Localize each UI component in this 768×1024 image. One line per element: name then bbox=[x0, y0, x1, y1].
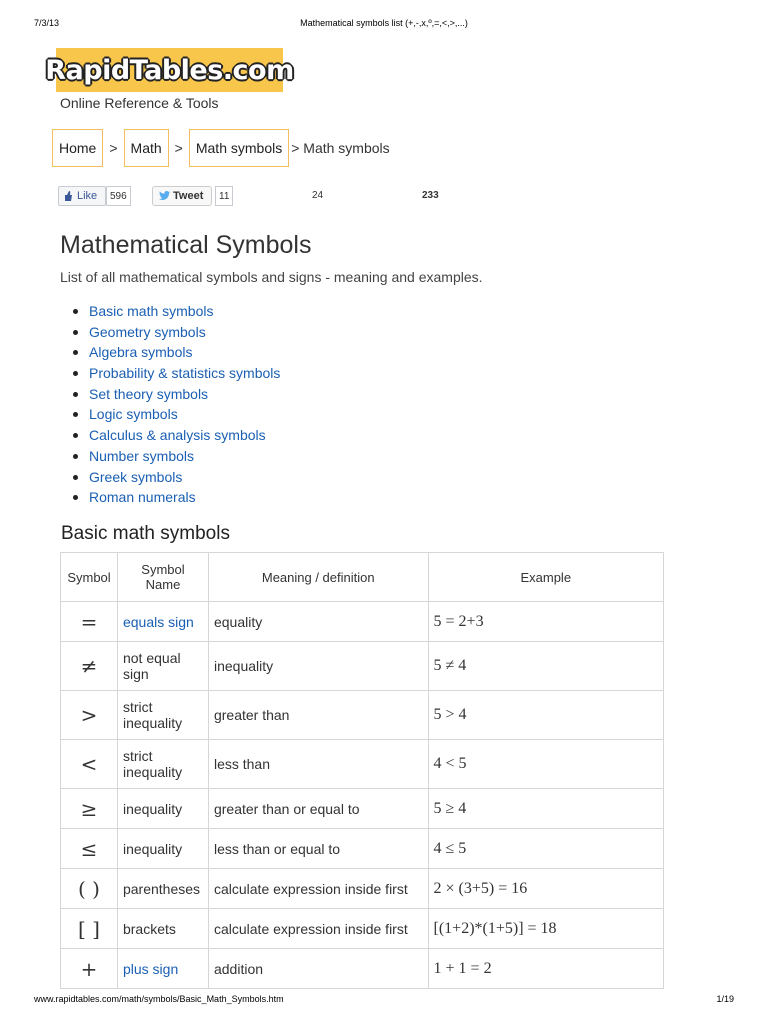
symbol-name-cell: strict inequality bbox=[117, 740, 208, 789]
bullet-icon bbox=[73, 309, 78, 314]
print-url: www.rapidtables.com/math/symbols/Basic_Math_Symbols.htm bbox=[34, 994, 284, 1004]
print-page-title: Mathematical symbols list (+,-,x,º,=,<,>,...) bbox=[300, 18, 468, 28]
symbol-name-cell: not equal sign bbox=[117, 642, 208, 691]
breadcrumb-separator: > bbox=[109, 140, 118, 156]
symbol-name-cell: inequality bbox=[117, 789, 208, 829]
bullet-icon bbox=[73, 475, 78, 480]
symbol-cell: < bbox=[61, 740, 118, 789]
share-count: 233 bbox=[422, 190, 439, 201]
gplus-count: 24 bbox=[312, 190, 324, 201]
table-row bbox=[61, 949, 664, 989]
toc-item bbox=[73, 363, 280, 384]
table-row bbox=[61, 740, 664, 789]
toc-item bbox=[73, 342, 280, 363]
example-cell: 5 = 2+3 bbox=[428, 602, 663, 642]
symbol-cell: ≠ bbox=[61, 642, 118, 691]
page-title: Mathematical Symbols bbox=[60, 231, 312, 259]
meaning-cell: calculate expression inside first bbox=[208, 869, 428, 909]
symbol-cell: = bbox=[61, 602, 118, 642]
toc-link-greek[interactable]: Greek symbols bbox=[89, 468, 183, 485]
tweet-count: 11 bbox=[215, 186, 233, 206]
table-row bbox=[61, 602, 664, 642]
toc-link-number[interactable]: Number symbols bbox=[89, 447, 195, 464]
toc-item bbox=[73, 301, 280, 322]
example-cell: 1 + 1 = 2 bbox=[428, 949, 663, 989]
toc-item bbox=[73, 425, 280, 446]
example-cell: [(1+2)*(1+5)] = 18 bbox=[428, 909, 663, 949]
toc-item bbox=[73, 384, 280, 405]
toc-item bbox=[73, 446, 280, 467]
breadcrumb-math-symbols[interactable]: Math symbols bbox=[189, 129, 289, 167]
breadcrumb-current: > Math symbols bbox=[291, 140, 390, 156]
symbol-name-cell[interactable]: plus sign bbox=[117, 949, 208, 989]
tweet-button[interactable] bbox=[152, 186, 212, 206]
header-symbol: Symbol bbox=[61, 553, 118, 602]
table-row bbox=[61, 909, 664, 949]
table-row bbox=[61, 691, 664, 740]
toc-link-basic-math[interactable]: Basic math symbols bbox=[89, 303, 214, 319]
example-cell: 4 ≤ 5 bbox=[428, 829, 663, 869]
breadcrumb bbox=[52, 129, 390, 167]
meaning-cell: equality bbox=[208, 602, 428, 642]
toc-link-algebra[interactable]: Algebra symbols bbox=[89, 344, 193, 361]
toc-item bbox=[73, 467, 280, 488]
toc-link-geometry[interactable]: Geometry symbols bbox=[89, 323, 206, 340]
toc-item bbox=[73, 322, 280, 343]
symbol-cell: > bbox=[61, 691, 118, 740]
table-row bbox=[61, 789, 664, 829]
symbol-cell: [ ] bbox=[61, 909, 118, 949]
symbol-cell: + bbox=[61, 949, 118, 989]
print-header bbox=[34, 18, 734, 32]
bullet-icon bbox=[73, 330, 78, 335]
symbol-name-cell: strict inequality bbox=[117, 691, 208, 740]
example-cell: 5 ≠ 4 bbox=[428, 642, 663, 691]
symbol-name-cell: inequality bbox=[117, 829, 208, 869]
symbol-name-cell[interactable]: equals sign bbox=[117, 602, 208, 642]
thumbs-up-icon bbox=[64, 190, 73, 201]
symbol-cell: ( ) bbox=[61, 869, 118, 909]
breadcrumb-separator: > bbox=[174, 140, 183, 156]
bullet-icon bbox=[73, 454, 78, 459]
table-row bbox=[61, 829, 664, 869]
breadcrumb-home[interactable]: Home bbox=[52, 129, 103, 167]
header-meaning: Meaning / definition bbox=[208, 553, 428, 602]
section-title: Basic math symbols bbox=[61, 523, 230, 544]
symbol-name-cell: brackets bbox=[117, 909, 208, 949]
bullet-icon bbox=[73, 412, 78, 417]
toc-item bbox=[73, 487, 280, 508]
symbol-cell: ≤ bbox=[61, 829, 118, 869]
meaning-cell: addition bbox=[208, 949, 428, 989]
breadcrumb-math[interactable]: Math bbox=[124, 129, 169, 167]
bullet-icon bbox=[73, 392, 78, 397]
meaning-cell: less than bbox=[208, 740, 428, 789]
symbol-cell: ≥ bbox=[61, 789, 118, 829]
toc-link-roman[interactable]: Roman numerals bbox=[89, 489, 196, 506]
table-header-row bbox=[61, 553, 664, 602]
print-footer bbox=[34, 994, 734, 1008]
table-row bbox=[61, 642, 664, 691]
site-logo-text: RapidTables.com bbox=[45, 54, 294, 86]
like-label: Like bbox=[77, 190, 98, 202]
example-cell: 4 < 5 bbox=[428, 740, 663, 789]
example-cell: 5 > 4 bbox=[428, 691, 663, 740]
bullet-icon bbox=[73, 350, 78, 355]
like-button[interactable] bbox=[58, 186, 106, 206]
toc-link-calculus[interactable]: Calculus & analysis symbols bbox=[89, 427, 266, 444]
like-count: 596 bbox=[106, 186, 131, 206]
toc-link-logic[interactable]: Logic symbols bbox=[89, 406, 178, 423]
toc-link-set-theory[interactable]: Set theory symbols bbox=[89, 385, 209, 402]
page-subtitle: List of all mathematical symbols and signs - meaning and examples. bbox=[60, 269, 483, 285]
site-logo[interactable] bbox=[45, 48, 294, 92]
twitter-bird-icon bbox=[159, 191, 170, 200]
symbol-name-cell: parentheses bbox=[117, 869, 208, 909]
example-cell: 2 × (3+5) = 16 bbox=[428, 869, 663, 909]
site-tagline: Online Reference & Tools bbox=[60, 95, 219, 111]
bullet-icon bbox=[73, 495, 78, 500]
tweet-label: Tweet bbox=[173, 190, 204, 202]
toc-link-probability[interactable]: Probability & statistics symbols bbox=[89, 365, 281, 382]
header-example: Example bbox=[428, 553, 663, 602]
toc-item bbox=[73, 404, 280, 425]
table-row bbox=[61, 869, 664, 909]
bullet-icon bbox=[73, 371, 78, 376]
example-cell: 5 ≥ 4 bbox=[428, 789, 663, 829]
toc-list bbox=[73, 301, 280, 508]
symbols-table bbox=[60, 552, 664, 989]
print-date: 7/3/13 bbox=[34, 18, 60, 28]
meaning-cell: inequality bbox=[208, 642, 428, 691]
meaning-cell: greater than bbox=[208, 691, 428, 740]
meaning-cell: greater than or equal to bbox=[208, 789, 428, 829]
bullet-icon bbox=[73, 433, 78, 438]
meaning-cell: less than or equal to bbox=[208, 829, 428, 869]
print-page-number: 1/19 bbox=[716, 994, 734, 1004]
header-symbol-name: Symbol Name bbox=[117, 553, 208, 602]
meaning-cell: calculate expression inside first bbox=[208, 909, 428, 949]
